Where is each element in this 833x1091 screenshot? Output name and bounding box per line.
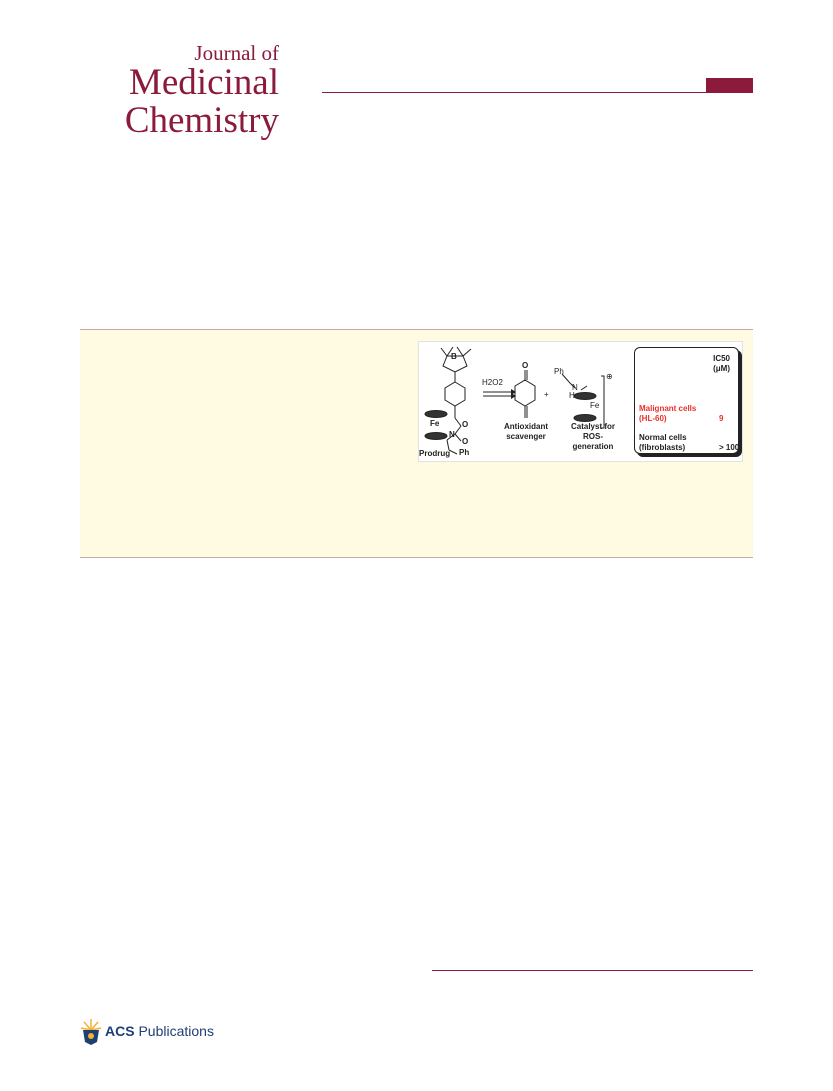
- journal-name-line2: Medicinal: [128, 62, 279, 103]
- ic50-unit: (μM): [713, 364, 730, 373]
- ic50-table: [634, 347, 739, 454]
- acs-publications-logo[interactable]: [80, 1016, 220, 1046]
- publisher-name: [105, 1023, 214, 1039]
- oxygen-label-quinone: O: [522, 361, 529, 370]
- header-tab: [706, 78, 753, 93]
- row-value: 9: [719, 414, 724, 423]
- oxygen-label: O: [462, 420, 469, 429]
- product1-line1: Antioxidant: [504, 422, 548, 431]
- product2-line2: ROS-: [583, 432, 603, 441]
- phenyl-label-product: Ph: [554, 367, 564, 376]
- reagent-label: H2O2: [482, 378, 503, 387]
- ic50-label: IC50: [713, 354, 730, 363]
- journal-name-line1: Journal of: [194, 41, 279, 65]
- journal-logo: [112, 40, 287, 144]
- product2-line1: Catalyst for: [570, 422, 615, 431]
- iron-label-product: Fe: [590, 401, 600, 410]
- nitrogen-label-product: N: [572, 383, 578, 392]
- iron-label-prodrug: Fe: [430, 419, 440, 428]
- boron-label: B: [451, 352, 457, 361]
- nitrogen-label: N: [449, 430, 455, 439]
- ic50-row-normal: [639, 433, 740, 453]
- publisher-name-bold: ACS: [105, 1023, 135, 1039]
- ic50-row-malignant: [639, 404, 724, 424]
- row-value: > 100: [719, 443, 740, 452]
- prodrug-label: Prodrug: [419, 449, 451, 458]
- acs-emblem-icon: [80, 1016, 102, 1046]
- footer-rule: [432, 970, 753, 971]
- plus-sign: +: [544, 390, 549, 399]
- row-label-line2: (fibroblasts): [639, 443, 686, 452]
- oxygen-label-carbonyl: O: [462, 437, 469, 446]
- product2-line3: generation: [572, 442, 614, 451]
- toc-graphic: [418, 341, 743, 462]
- journal-name-line3: Chemistry: [124, 100, 279, 141]
- abstract-band: [80, 329, 753, 558]
- phenyl-label-prodrug: Ph: [459, 448, 470, 457]
- row-label-line2: (HL-60): [639, 414, 667, 423]
- row-label-line1: Normal cells: [639, 433, 687, 442]
- amine-h-label: H: [569, 391, 575, 400]
- ic50-header: [713, 354, 730, 374]
- product1-line2: scavenger: [506, 432, 546, 441]
- publisher-name-rest: Publications: [134, 1023, 214, 1039]
- cation-charge-icon: ⊕: [606, 372, 613, 381]
- row-label-line1: Malignant cells: [639, 404, 697, 413]
- header-rule: [322, 92, 706, 93]
